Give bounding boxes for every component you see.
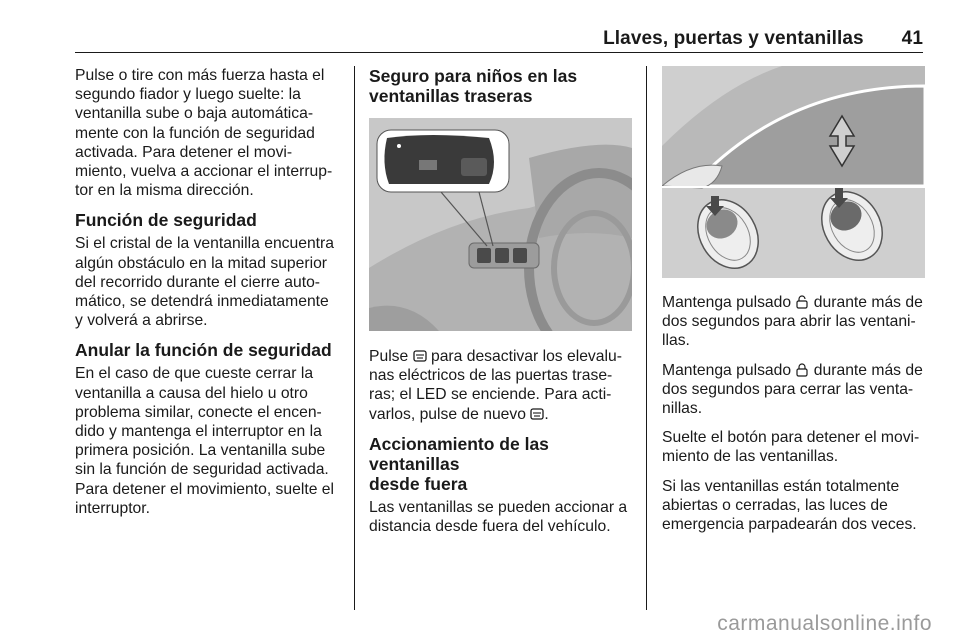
paragraph-open-windows: Mantenga pulsado durante más de dos segundos para abrir las ventani- llas.	[662, 294, 923, 350]
column-3	[662, 66, 928, 544]
page-header	[75, 28, 923, 50]
page-number: 41	[901, 28, 923, 49]
column-2	[369, 66, 637, 546]
window-child-lock-icon	[413, 349, 427, 363]
paragraph-close-windows: Mantenga pulsado durante más de dos segundos para cerrar las venta- nillas.	[662, 361, 923, 418]
header-divider	[75, 52, 923, 53]
window-child-lock-icon	[530, 407, 544, 421]
remote-key-figure	[662, 66, 925, 278]
paragraph-auto-function: Pulse o tire con más fuerza hasta el segundo fiador y luego suelte: la ventanilla sube o baja automática- mente con la función de seguridad activada. Para detener el movi- miento, vuelva a accionar el interrup- tor en la misma dirección.	[75, 67, 333, 200]
paragraph-child-lock: Pulse para desactivar los elevalu- nas eléctricos de las puertas trase- ras; el LED se enciende. Para acti- varlos, pulse de nuevo .	[369, 348, 622, 423]
heading-remote-operation: Accionamiento de las ventanillas desde fuera	[369, 433, 549, 494]
heading-safety-function: Función de seguridad	[75, 210, 257, 231]
watermark: carmanualsonline.info	[717, 612, 932, 635]
paragraph-hazard-lights: Si las ventanillas están totalmente abiertas o cerradas, las luces de emergencia parpadearán dos veces.	[662, 477, 917, 534]
key-window-illustration	[662, 66, 925, 278]
column-1	[75, 66, 345, 528]
key-unlock-icon	[795, 295, 809, 309]
key-lock-icon	[795, 363, 809, 377]
section-title: Llaves, puertas y ventanillas	[603, 28, 864, 49]
paragraph-release-button: Suelte el botón para detener el movi- miento de las ventanillas.	[662, 429, 920, 466]
door-switch-figure	[369, 118, 632, 331]
heading-override-safety: Anular la función de seguridad	[75, 340, 332, 361]
column-divider-2	[646, 66, 647, 610]
paragraph-remote-operation: Las ventanillas se pueden accionar a distancia desde fuera del vehículo.	[369, 498, 628, 536]
heading-child-lock: Seguro para niños en las ventanillas traseras	[369, 66, 578, 106]
door-panel-illustration	[369, 118, 632, 331]
paragraph-safety-function: Si el cristal de la ventanilla encuentra algún obstáculo en la mitad superior del recorrido durante el cierre auto- mático, se detendrá inmediatamente y volverá a abrirse.	[75, 235, 334, 330]
column-divider-1	[354, 66, 355, 610]
paragraph-override-safety: En el caso de que cueste cerrar la ventanilla a causa del hielo u otro problema similar, conecte el encen- dido y mantenga el interruptor en la primera posición. La ventanilla sube sin la función de seguridad activada. Para detener el movimiento, suelte el interruptor.	[75, 365, 334, 517]
